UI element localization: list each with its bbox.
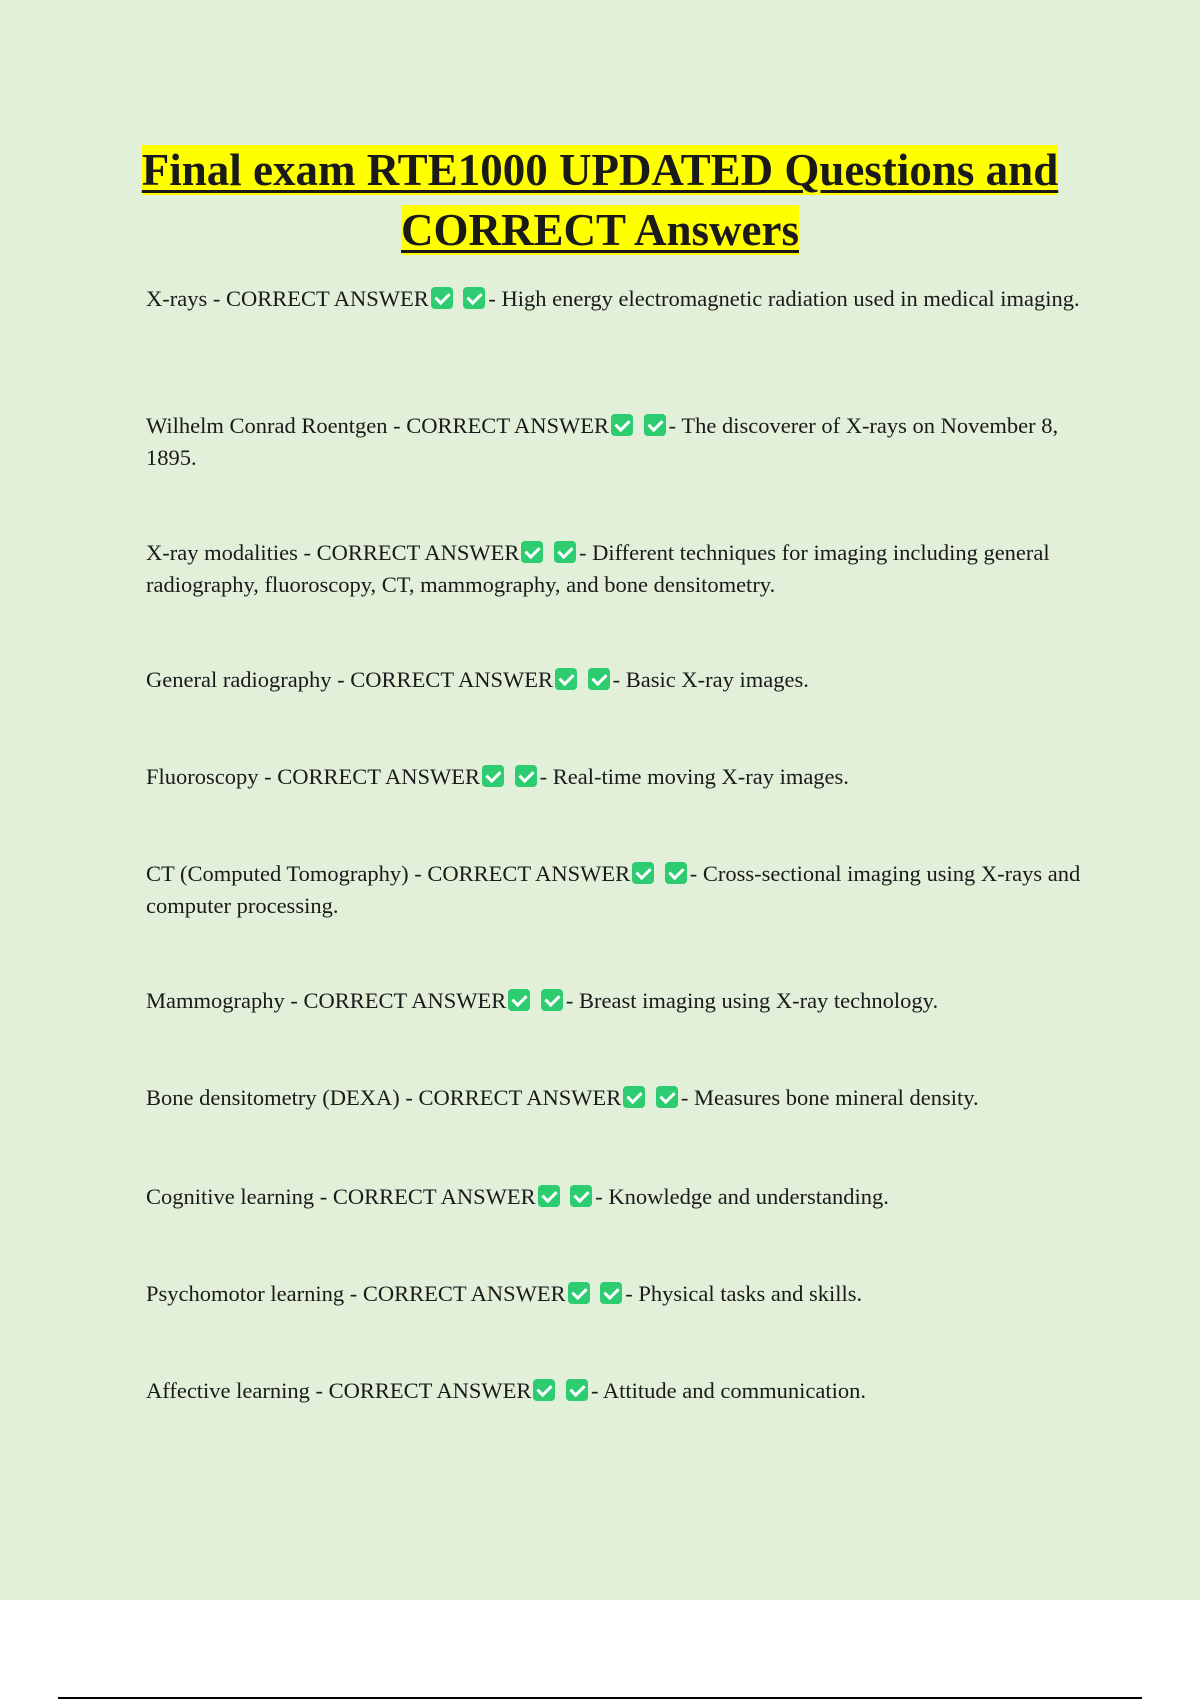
check-mark-icon bbox=[508, 989, 530, 1011]
check-mark-icon bbox=[656, 1086, 678, 1108]
check-mark-icon bbox=[568, 1282, 590, 1304]
qa-definition: High energy electromagnetic radiation used in medical imaging. bbox=[501, 286, 1080, 311]
qa-marker: CORRECT ANSWER bbox=[328, 1378, 532, 1403]
qa-definition: Attitude and communication. bbox=[602, 1378, 866, 1403]
qa-item: Cognitive learning - CORRECT ANSWER - Knowledge and understanding. bbox=[146, 1184, 889, 1209]
qa-term: Fluoroscopy bbox=[146, 764, 259, 789]
qa-definition: Real-time moving X-ray images. bbox=[552, 764, 849, 789]
qa-term: General radiography bbox=[146, 667, 332, 692]
qa-definition: Cross-sectional imaging using X-rays and computer processing. bbox=[146, 861, 1081, 918]
qa-marker: CORRECT ANSWER bbox=[316, 540, 520, 565]
qa-term: X-ray modalities bbox=[146, 540, 298, 565]
qa-term: Cognitive learning bbox=[146, 1184, 315, 1209]
footer-divider bbox=[58, 1697, 1142, 1699]
qa-term: CT (Computed Tomography) bbox=[146, 861, 409, 886]
qa-marker: CORRECT ANSWER bbox=[406, 413, 610, 438]
check-mark-icon bbox=[566, 1379, 588, 1401]
qa-marker: CORRECT ANSWER bbox=[362, 1281, 566, 1306]
qa-item: X-ray modalities - CORRECT ANSWER - Different techniques for imaging including general radiography, fluoroscopy, CT, mammography, and bone densitometry. bbox=[146, 540, 1050, 597]
check-mark-icon bbox=[521, 541, 543, 563]
qa-item: Wilhelm Conrad Roentgen - CORRECT ANSWER - The discoverer of X-rays on November 8, 1895. bbox=[146, 413, 1059, 470]
qa-marker: CORRECT ANSWER bbox=[418, 1085, 622, 1110]
qa-term: Mammography bbox=[146, 988, 285, 1013]
qa-definition: Different techniques for imaging including general radiography, fluoroscopy, CT, mammography, and bone densitometry. bbox=[146, 540, 1050, 597]
qa-definition: Measures bone mineral density. bbox=[693, 1085, 979, 1110]
check-mark-icon bbox=[588, 668, 610, 690]
qa-marker: CORRECT ANSWER bbox=[350, 667, 554, 692]
qa-term: Bone densitometry (DEXA) bbox=[146, 1085, 400, 1110]
qa-item: X-rays - CORRECT ANSWER - High energy electromagnetic radiation used in medical imaging. bbox=[146, 286, 1080, 311]
check-mark-icon bbox=[554, 541, 576, 563]
qa-marker: CORRECT ANSWER bbox=[427, 861, 631, 886]
check-mark-icon bbox=[431, 287, 453, 309]
check-mark-icon bbox=[632, 862, 654, 884]
qa-term: Wilhelm Conrad Roentgen bbox=[146, 413, 388, 438]
check-mark-icon bbox=[665, 862, 687, 884]
check-mark-icon bbox=[570, 1185, 592, 1207]
check-mark-icon bbox=[623, 1086, 645, 1108]
qa-term: X-rays bbox=[146, 286, 208, 311]
check-mark-icon bbox=[644, 414, 666, 436]
document-title-text: Final exam RTE1000 UPDATED Questions and CORRECT Answers bbox=[141, 145, 1059, 255]
qa-term: Psychomotor learning bbox=[146, 1281, 345, 1306]
qa-definition: Basic X-ray images. bbox=[625, 667, 809, 692]
check-mark-icon bbox=[463, 287, 485, 309]
qa-item: Fluoroscopy - CORRECT ANSWER - Real-time moving X-ray images. bbox=[146, 764, 849, 789]
qa-term: Affective learning bbox=[146, 1378, 310, 1403]
check-mark-icon bbox=[541, 989, 563, 1011]
qa-definition: Knowledge and understanding. bbox=[608, 1184, 889, 1209]
document-title bbox=[100, 140, 1100, 260]
qa-marker: CORRECT ANSWER bbox=[225, 286, 429, 311]
qa-item: Psychomotor learning - CORRECT ANSWER - Physical tasks and skills. bbox=[146, 1281, 863, 1306]
check-mark-icon bbox=[515, 765, 537, 787]
qa-marker: CORRECT ANSWER bbox=[303, 988, 507, 1013]
qa-item: Affective learning - CORRECT ANSWER - Attitude and communication. bbox=[146, 1378, 866, 1403]
check-mark-icon bbox=[600, 1282, 622, 1304]
check-mark-icon bbox=[538, 1185, 560, 1207]
check-mark-icon bbox=[533, 1379, 555, 1401]
qa-definition: Breast imaging using X-ray technology. bbox=[578, 988, 939, 1013]
qa-item: Mammography - CORRECT ANSWER - Breast imaging using X-ray technology. bbox=[146, 988, 939, 1013]
qa-definition: The discoverer of X-rays on November 8, 1895. bbox=[146, 413, 1059, 470]
qa-definition: Physical tasks and skills. bbox=[638, 1281, 863, 1306]
qa-marker: CORRECT ANSWER bbox=[332, 1184, 536, 1209]
qa-marker: CORRECT ANSWER bbox=[277, 764, 480, 789]
check-mark-icon bbox=[482, 765, 504, 787]
check-mark-icon bbox=[555, 668, 577, 690]
qa-item: Bone densitometry (DEXA) - CORRECT ANSWER - Measures bone mineral density. bbox=[146, 1085, 979, 1110]
qa-item: CT (Computed Tomography) - CORRECT ANSWER - Cross-sectional imaging using X-rays and computer processing. bbox=[146, 861, 1081, 918]
qa-item: General radiography - CORRECT ANSWER - Basic X-ray images. bbox=[146, 667, 809, 692]
check-mark-icon bbox=[611, 414, 633, 436]
